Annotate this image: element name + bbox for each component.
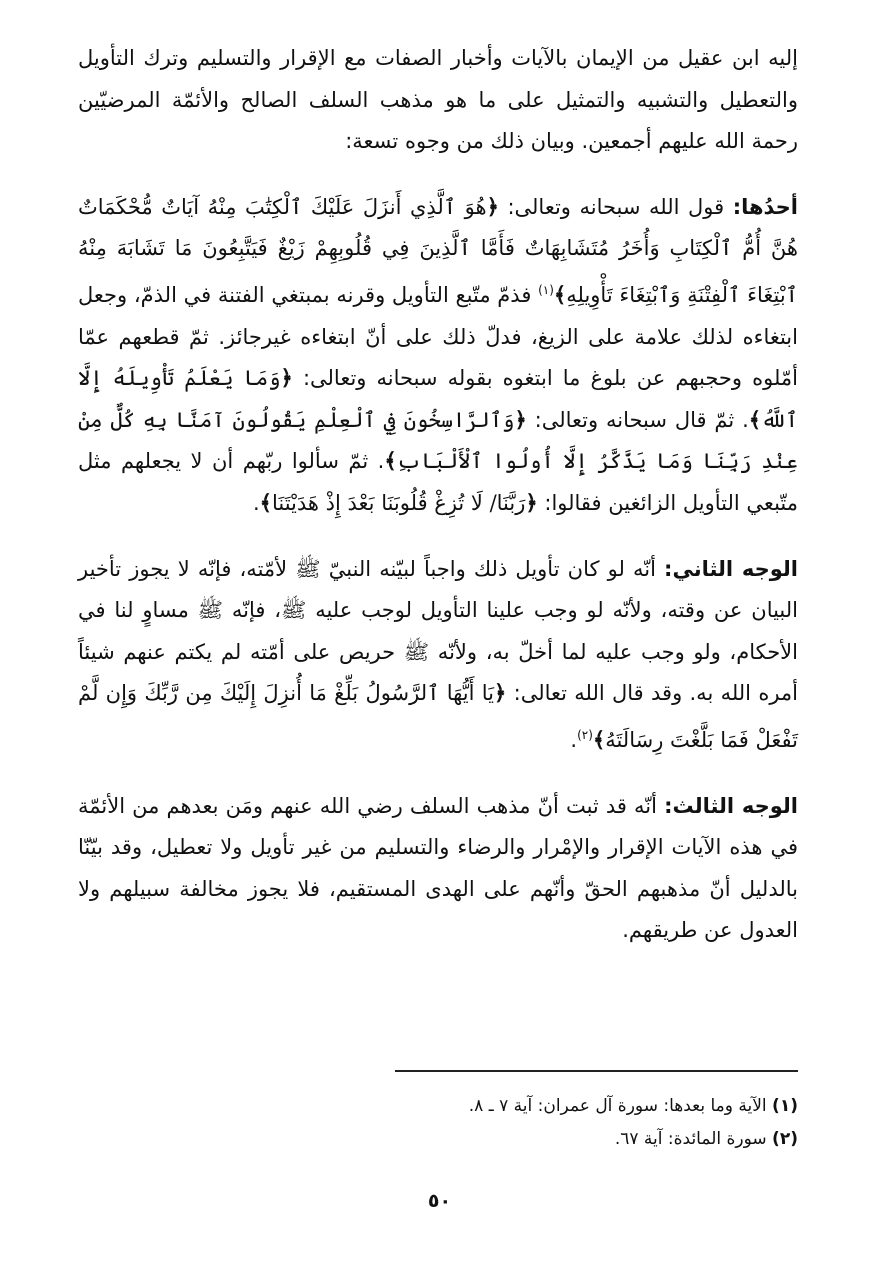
quran-close-brace: ﴾ xyxy=(259,490,272,515)
quran-open-brace: ﴿ xyxy=(280,366,293,391)
quran-verse-3: وَٱلرَّاسِخُونَ فِي ٱلْعِلْمِ يَقُولُونَ آمَنَّا بِهِ كُلٌّ مِنْ عِنْدِ رَبِّنَا وَمَا يَذَّكَّرُ إِلَّا أُولُوا ٱلْأَلْبَابِ xyxy=(78,407,798,474)
first-aspect-text-4: . ثمّ سألوا ربّهم أن لا يجعلهم مثل متّبعي التأويل الزائغين فقالوا: xyxy=(78,449,798,515)
footnote-number: (١) xyxy=(772,1096,798,1116)
third-aspect-text: أنّه قد ثبت أنّ مذهب السلف رضي الله عنهم ومَن بعدهم من الأئمّة في هذه الآيات الإقرار والإمْرار والرضاء والتسليم من غير تأويل ولا تعطيل، وقد بيّنّا بالدليل أنّ مذهبهم الحقّ وأنّهم على الهدى المستقيم، فلا يجوز مخالفة سبيلهم ولا العدول عن طريقهم. xyxy=(78,793,798,943)
paragraph-third-aspect xyxy=(78,786,798,952)
paragraph-first-aspect xyxy=(78,187,798,525)
quran-verse-5: يَا أَيُّهَا ٱلرَّسُولُ بَلِّغْ مَا أُنزِلَ إِلَيْكَ مِن رَّبِّكَ وَإِن لَّمْ تَفْعَلْ فَمَا بَلَّغْتَ رِسَالَتَهُ xyxy=(78,681,798,752)
footnote-divider xyxy=(395,1070,798,1072)
second-aspect-text-end: . xyxy=(570,727,578,752)
footnote-item xyxy=(78,1123,798,1156)
footnotes xyxy=(78,1090,798,1156)
quran-close-brace: ﴾ xyxy=(748,407,762,432)
footnote-ref-2: (٢) xyxy=(577,727,593,742)
quran-close-brace: ﴾ xyxy=(553,282,567,307)
footnote-number: (٢) xyxy=(772,1129,798,1149)
first-aspect-text-3: . ثمّ قال سبحانه وتعالى: xyxy=(534,407,749,432)
quran-close-brace: ﴾ xyxy=(592,727,606,752)
footnote-item xyxy=(78,1090,798,1123)
quran-open-brace: ﴿ xyxy=(525,490,538,515)
second-aspect-text: أنّه لو كان تأويل ذلك واجباً لبيّنه النبيّ ﷺ لأمّته، فإنّه لا يجوز تأخير البيان عن وقته، ولأنّه لو وجب علينا التأويل لوجب عليه ﷺ، فإنّه ﷺ مساوٍ لنا في الأحكام، ولو وجب عليه لما أخلّ به، ولأنّه ﷺ حريص على أمّته لم يكتم عنهم شيئاً أمره الله به. وقد قال الله تعالى: xyxy=(78,556,798,706)
intro-text: إليه ابن عقيل من الإيمان بالآيات وأخبار الصفات مع الإقرار والتسليم وترك التأويل والتعطيل والتشبيه والتمثيل على ما هو مذهب السلف الصالح والأئمّة المرضيّين رحمة الله عليهم أجمعين. وبيان ذلك من وجوه تسعة: xyxy=(78,46,798,154)
footnote-text: الآية وما بعدها: سورة آل عمران: آية ٧ ـ ٨. xyxy=(468,1096,767,1116)
quran-close-brace: ﴾ xyxy=(384,449,397,474)
first-aspect-heading: أحدُها: xyxy=(732,194,798,219)
quran-open-brace: ﴿ xyxy=(494,681,507,706)
quran-open-brace: ﴿ xyxy=(486,194,499,219)
quran-verse-1: هُوَ ٱلَّذِي أَنزَلَ عَلَيْكَ ٱلْكِتَٰبَ مِنْهُ آيَاتٌ مُّحْكَمَاتٌ هُنَّ أُمُّ ٱلْكِتَابِ وَأُخَرُ مُتَشَابِهَاتٌ فَأَمَّا ٱلَّذِينَ فِي قُلُوبِهِمْ زَيْغٌ فَيَتَّبِعُونَ مَا تَشَابَهَ مِنْهُ ٱبْتِغَاءَ ٱلْفِتْنَةِ وَٱبْتِغَاءَ تَأْوِيلِهِ xyxy=(78,194,798,307)
quran-verse-4: رَبَّنَا/ لَا تُزِغْ قُلُوبَنَا بَعْدَ إِذْ هَدَيْتَنَا xyxy=(271,490,526,515)
first-aspect-text-1: قول الله سبحانه وتعالى: xyxy=(507,194,725,219)
first-aspect-text-2: فذمّ متّبع التأويل وقرنه بمبتغي الفتنة في الذمّ، وجعل ابتغاءه لذلك علامة على الزيغ، فدلّ ذلك على أنّ ابتغاءه غيرجائز. ثمّ قطعهم عمّا أمّلوه وحجبهم عن بلوغ ما ابتغوه بقوله سبحانه وتعالى: xyxy=(78,282,798,391)
quran-open-brace: ﴿ xyxy=(514,407,527,432)
page-number: ٥٠ xyxy=(427,1190,452,1212)
second-aspect-heading: الوجه الثاني: xyxy=(664,556,798,581)
footnote-text: سورة المائدة: آية ٦٧. xyxy=(614,1129,767,1149)
paragraph-second-aspect xyxy=(78,549,798,762)
page-body xyxy=(78,38,798,952)
third-aspect-heading: الوجه الثالث: xyxy=(664,793,798,818)
first-aspect-text-5: . xyxy=(252,490,260,515)
quran-verse-2: وَمَا يَعْلَمُ تَأْوِيلَهُ إِلَّا ٱللَّهُ xyxy=(78,366,798,432)
paragraph-intro xyxy=(78,38,798,163)
footnote-ref-1: (١) xyxy=(538,282,554,297)
